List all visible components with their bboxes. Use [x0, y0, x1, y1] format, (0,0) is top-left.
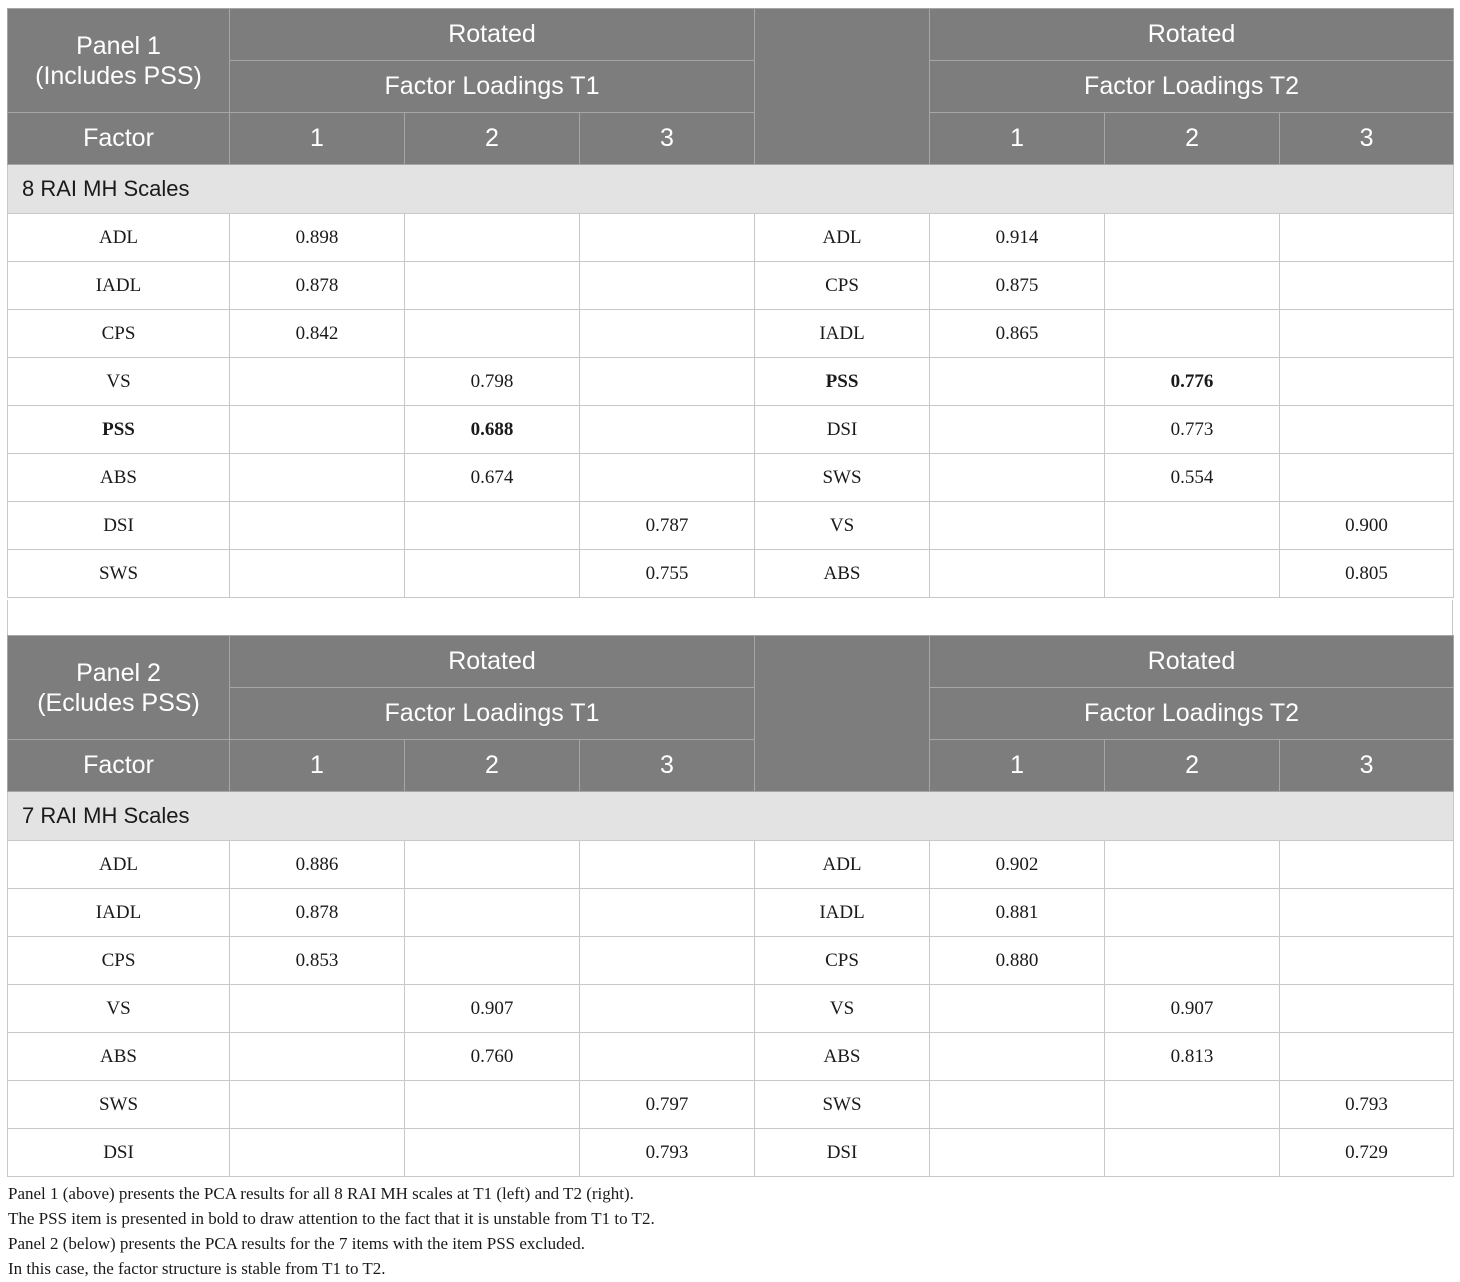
table-row: [8, 937, 1454, 985]
t1-loading-f1: [230, 454, 405, 502]
footnote-line: In this case, the factor structure is stable from T1 to T2.: [8, 1259, 386, 1278]
panel-title: [8, 9, 230, 113]
t1-scale-name: VS: [8, 985, 230, 1033]
t2-loading-f3: [1280, 262, 1454, 310]
t2-loading-f1: [930, 502, 1105, 550]
t2-factor-3-header: 3: [1280, 113, 1454, 165]
t1-factor-2-header: 2: [405, 113, 580, 165]
t1-loading-f2: [405, 1081, 580, 1129]
table-row: [8, 358, 1454, 406]
t2-factor-1-header: 1: [930, 740, 1105, 792]
t1-loading-f1: [230, 1033, 405, 1081]
t1-loading-f3: [580, 406, 755, 454]
t2-loading-f2: [1105, 214, 1280, 262]
panel-1-body: [8, 214, 1454, 598]
t2-loading-f3: [1280, 454, 1454, 502]
t2-scale-name: IADL: [755, 310, 930, 358]
t1-factor-2-header: 2: [405, 740, 580, 792]
t1-loading-f3: [580, 985, 755, 1033]
panel-separator: [7, 600, 1453, 635]
t1-scale-name: SWS: [8, 550, 230, 598]
t2-rotated-header: Rotated: [930, 636, 1454, 688]
table-footnotes: [8, 1181, 655, 1281]
t1-loading-f1: 0.853: [230, 937, 405, 985]
t1-loading-f2: [405, 937, 580, 985]
t1-loading-f1: [230, 1081, 405, 1129]
table-row: [8, 262, 1454, 310]
t2-scale-name: ADL: [755, 214, 930, 262]
t1-loading-f3: [580, 841, 755, 889]
table-row: [8, 454, 1454, 502]
t1-loadings-header: Factor Loadings T1: [230, 61, 755, 113]
t2-loading-f1: [930, 1129, 1105, 1177]
t2-loading-f1: [930, 1033, 1105, 1081]
t2-loading-f2: 0.776: [1105, 358, 1280, 406]
panel-2-body: [8, 841, 1454, 1177]
t2-loading-f2: [1105, 841, 1280, 889]
t2-scale-name: SWS: [755, 454, 930, 502]
t1-loading-f1: [230, 406, 405, 454]
t2-factor-2-header: 2: [1105, 740, 1280, 792]
t1-loading-f1: 0.842: [230, 310, 405, 358]
t1-factor-3-header: 3: [580, 740, 755, 792]
table-row: [8, 889, 1454, 937]
t1-loading-f2: [405, 310, 580, 358]
t2-loading-f2: [1105, 262, 1280, 310]
panel-title-line2: (Includes PSS): [35, 61, 202, 90]
t2-scale-name: VS: [755, 985, 930, 1033]
t1-loading-f3: [580, 1033, 755, 1081]
t2-loading-f2: 0.907: [1105, 985, 1280, 1033]
t1-scale-name: DSI: [8, 502, 230, 550]
t1-factor-3-header: 3: [580, 113, 755, 165]
footnote-line: Panel 2 (below) presents the PCA results for the 7 items with the item PSS excluded.: [8, 1234, 585, 1253]
t1-loading-f1: [230, 358, 405, 406]
t1-loading-f2: [405, 502, 580, 550]
t1-scale-name: ABS: [8, 1033, 230, 1081]
t1-loading-f1: 0.878: [230, 889, 405, 937]
t2-loading-f2: [1105, 502, 1280, 550]
t1-loading-f3: [580, 214, 755, 262]
t2-loading-f2: [1105, 1129, 1280, 1177]
panel-title: [8, 636, 230, 740]
t2-loading-f2: 0.554: [1105, 454, 1280, 502]
t1-loading-f3: [580, 937, 755, 985]
footnote-line: The PSS item is presented in bold to draw attention to the fact that it is unstable from T1 to T2.: [8, 1209, 655, 1228]
t1-factor-1-header: 1: [230, 740, 405, 792]
t1-loading-f1: 0.898: [230, 214, 405, 262]
t2-loading-f1: [930, 454, 1105, 502]
table-row: [8, 1033, 1454, 1081]
t2-loading-f3: [1280, 1033, 1454, 1081]
t2-loading-f3: 0.793: [1280, 1081, 1454, 1129]
t1-scale-name: IADL: [8, 262, 230, 310]
t2-loading-f3: [1280, 358, 1454, 406]
table-row: [8, 502, 1454, 550]
t1-loading-f2: 0.907: [405, 985, 580, 1033]
t1-scale-name: SWS: [8, 1081, 230, 1129]
t2-rotated-header: Rotated: [930, 9, 1454, 61]
t2-scale-name: ABS: [755, 1033, 930, 1081]
t1-scale-name: PSS: [8, 406, 230, 454]
t2-loading-f1: [930, 1081, 1105, 1129]
table-row: [8, 550, 1454, 598]
section-label: 7 RAI MH Scales: [8, 792, 1454, 841]
t1-loading-f3: 0.755: [580, 550, 755, 598]
t2-loading-f3: [1280, 310, 1454, 358]
t2-loading-f2: [1105, 550, 1280, 598]
t1-loading-f2: 0.688: [405, 406, 580, 454]
panel-title-line2: (Ecludes PSS): [37, 688, 200, 717]
t1-loading-f3: 0.787: [580, 502, 755, 550]
t2-loading-f2: [1105, 937, 1280, 985]
t1-loading-f1: [230, 985, 405, 1033]
t2-factor-1-header: 1: [930, 113, 1105, 165]
t1-loading-f2: 0.798: [405, 358, 580, 406]
t2-scale-name: PSS: [755, 358, 930, 406]
t1-loading-f2: [405, 550, 580, 598]
t1-scale-name: VS: [8, 358, 230, 406]
section-row: [8, 792, 1454, 841]
t2-loading-f2: [1105, 889, 1280, 937]
t2-scale-name: CPS: [755, 262, 930, 310]
t2-loading-f2: [1105, 310, 1280, 358]
header-row-rotated: [8, 636, 1454, 688]
t1-loading-f2: [405, 214, 580, 262]
t1-loading-f3: 0.797: [580, 1081, 755, 1129]
t2-scale-name: CPS: [755, 937, 930, 985]
t2-loading-f3: [1280, 889, 1454, 937]
t2-scale-name: VS: [755, 502, 930, 550]
t2-loading-f1: 0.914: [930, 214, 1105, 262]
t1-scale-name: ADL: [8, 841, 230, 889]
panel-title-line1: Panel 1: [76, 31, 161, 60]
table-row: [8, 1129, 1454, 1177]
t1-loading-f2: [405, 841, 580, 889]
t2-loading-f1: [930, 550, 1105, 598]
t1-loading-f2: 0.760: [405, 1033, 580, 1081]
table-row: [8, 406, 1454, 454]
t2-factor-3-header: 3: [1280, 740, 1454, 792]
t2-loading-f1: 0.880: [930, 937, 1105, 985]
t1-loading-f1: [230, 502, 405, 550]
t2-scale-name: SWS: [755, 1081, 930, 1129]
t2-loading-f2: 0.773: [1105, 406, 1280, 454]
t2-scale-name: ADL: [755, 841, 930, 889]
table-row: [8, 1081, 1454, 1129]
t2-loading-f1: 0.865: [930, 310, 1105, 358]
t2-loadings-header: Factor Loadings T2: [930, 688, 1454, 740]
t2-loadings-header: Factor Loadings T2: [930, 61, 1454, 113]
t1-loadings-header: Factor Loadings T1: [230, 688, 755, 740]
t1-loading-f1: [230, 1129, 405, 1177]
t2-loading-f2: 0.813: [1105, 1033, 1280, 1081]
t2-loading-f3: [1280, 841, 1454, 889]
factor-header: Factor: [8, 740, 230, 792]
t2-loading-f1: 0.881: [930, 889, 1105, 937]
section-label: 8 RAI MH Scales: [8, 165, 1454, 214]
table-row: [8, 310, 1454, 358]
t1-scale-name: ABS: [8, 454, 230, 502]
t2-name-header-blank: [755, 9, 930, 165]
t1-rotated-header: Rotated: [230, 9, 755, 61]
table-row: [8, 985, 1454, 1033]
t2-loading-f3: [1280, 214, 1454, 262]
t1-loading-f1: 0.878: [230, 262, 405, 310]
t1-scale-name: CPS: [8, 310, 230, 358]
t2-name-header-blank: [755, 636, 930, 792]
t2-loading-f1: 0.875: [930, 262, 1105, 310]
t1-loading-f2: [405, 262, 580, 310]
t1-factor-1-header: 1: [230, 113, 405, 165]
t2-loading-f3: [1280, 406, 1454, 454]
panel-title-line1: Panel 2: [76, 658, 161, 687]
t2-loading-f3: 0.900: [1280, 502, 1454, 550]
t1-loading-f3: [580, 454, 755, 502]
header-row-factor: [8, 113, 1454, 165]
header-row-factor: [8, 740, 1454, 792]
t2-scale-name: DSI: [755, 406, 930, 454]
table-row: [8, 214, 1454, 262]
t2-scale-name: IADL: [755, 889, 930, 937]
t1-scale-name: DSI: [8, 1129, 230, 1177]
t2-loading-f3: [1280, 937, 1454, 985]
t1-loading-f1: [230, 550, 405, 598]
panel-1-table: [7, 8, 1454, 598]
t1-loading-f2: 0.674: [405, 454, 580, 502]
t2-scale-name: ABS: [755, 550, 930, 598]
t2-loading-f1: [930, 406, 1105, 454]
t2-loading-f3: [1280, 985, 1454, 1033]
t1-scale-name: IADL: [8, 889, 230, 937]
t1-loading-f3: [580, 889, 755, 937]
t2-scale-name: DSI: [755, 1129, 930, 1177]
header-row-rotated: [8, 9, 1454, 61]
t1-loading-f3: [580, 358, 755, 406]
t1-scale-name: ADL: [8, 214, 230, 262]
t1-loading-f3: [580, 262, 755, 310]
t2-loading-f1: 0.902: [930, 841, 1105, 889]
footnote-line: Panel 1 (above) presents the PCA results for all 8 RAI MH scales at T1 (left) and T2 (right).: [8, 1184, 634, 1203]
t1-loading-f2: [405, 889, 580, 937]
panel-2-table: [7, 635, 1454, 1177]
t1-loading-f1: 0.886: [230, 841, 405, 889]
t1-loading-f3: [580, 310, 755, 358]
t1-loading-f3: 0.793: [580, 1129, 755, 1177]
t2-factor-2-header: 2: [1105, 113, 1280, 165]
t2-loading-f3: 0.729: [1280, 1129, 1454, 1177]
t1-loading-f2: [405, 1129, 580, 1177]
t1-scale-name: CPS: [8, 937, 230, 985]
t2-loading-f2: [1105, 1081, 1280, 1129]
t2-loading-f3: 0.805: [1280, 550, 1454, 598]
factor-header: Factor: [8, 113, 230, 165]
t2-loading-f1: [930, 985, 1105, 1033]
section-row: [8, 165, 1454, 214]
table-row: [8, 841, 1454, 889]
t2-loading-f1: [930, 358, 1105, 406]
t1-rotated-header: Rotated: [230, 636, 755, 688]
